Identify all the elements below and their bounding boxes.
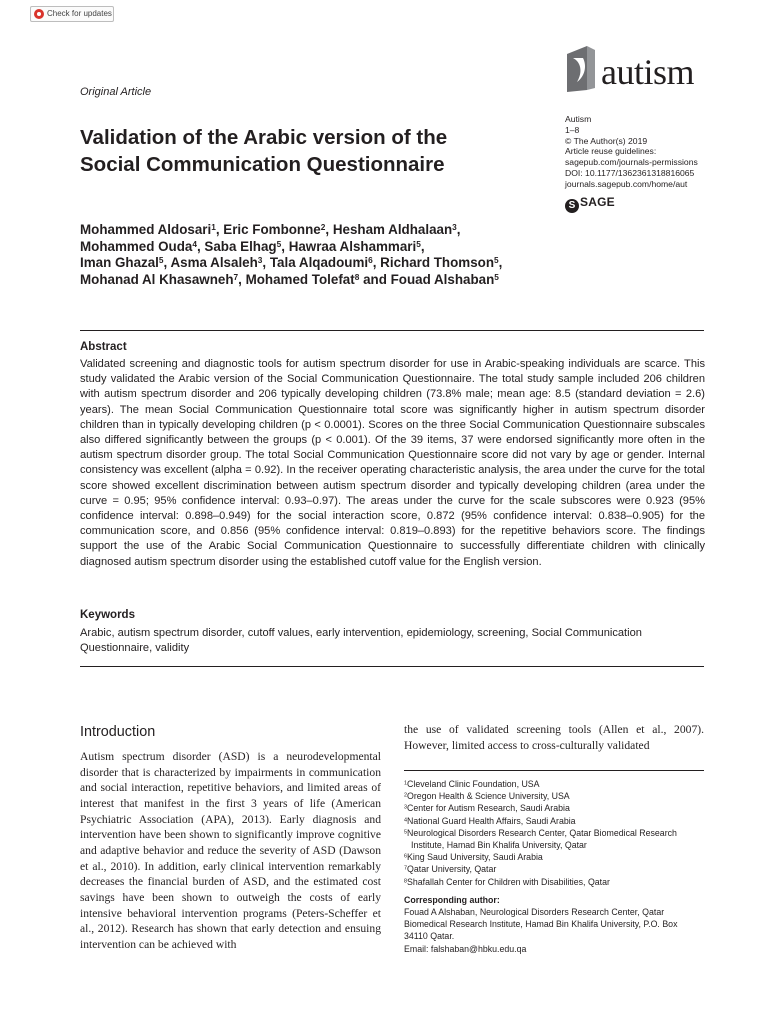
affiliation-item: $^7$Qatar University, Qatar [404, 864, 497, 875]
corresponding-line: Biomedical Research Institute, Hamad Bin Khalifa University, P.O. Box [404, 919, 678, 930]
author-affiliation: 7 [233, 271, 239, 282]
corresponding-line: Fouad A Alshaban, Neurological Disorders Research Center, Qatar [404, 907, 665, 918]
affiliation-item: $^5$Neurological Disorders Research Center, Qatar Biomedical Research [404, 827, 677, 838]
author-name: Mohamed Tolefat [245, 272, 355, 288]
check-updates-label: Check for updates [47, 9, 112, 18]
article-title [80, 124, 550, 178]
author-affiliation: 3 [257, 255, 263, 266]
sage-label: SAGE [580, 195, 615, 209]
journal-logo: autism [601, 52, 694, 92]
permissions-link[interactable]: sagepub.com/journals-permissions [565, 157, 698, 168]
title-line-2: Social Communication Questionnaire [80, 153, 445, 176]
affiliation-item: $^8$Shafallah Center for Children with Disabilities, Qatar [404, 876, 610, 887]
introduction-left-column: Autism spectrum disorder (ASD) is a neurodevelopmental disorder that is characterized by impairments in communication and social interaction, repetitive behaviors, and limited areas of interest that manifest in the first 3 years of life (American Psychiatric Association (APA), 2013). Early diagnosis and intervention have been shown to significantly improve cognitive and adaptive behavior and reduce the severity of ASD (Dawson et al., 2010). In addition, early clinical intervention remarkably decreases the financial burden of ASD, and the estimated cost savings have been shown to outweigh the costs of early intensive behavioral intervention programs (Peters-Scheffer et al., 2012). Research has shown that early detection and ensuing intervention can be achieved with [80, 750, 381, 951]
author-name: Hesham Aldhalaan [332, 222, 453, 237]
affiliation-item: $^3$Center for Autism Research, Saudi Arabia [404, 803, 570, 814]
author-list: Mohammed Aldosari$^1$, Eric Fombonne$^2$, Hesham Aldhalaan$^3$, Mohammed Ouda$^4$, Saba Elhag$^5$, Hawraa Alshammari$^5$, Iman Ghazal$^5$, Asma Alsaleh$^3$, Tala Alqadoumi$^6$, Richard Thomson$^5$, Mohanad Al Khasawneh$^7$, Mohamed Tolefat$^8$ and Fouad Alshaban$^5$ [80, 221, 503, 288]
author-affiliation: 4 [192, 238, 197, 249]
author-name: Tala Alqadoumi [269, 255, 369, 271]
introduction-heading: Introduction [80, 724, 156, 740]
abstract-heading: Abstract [80, 341, 127, 353]
author-affiliation: 6 [368, 255, 373, 266]
journal-home-link[interactable]: journals.sagepub.com/home/aut [565, 178, 688, 189]
author-affiliation: 5 [494, 271, 499, 282]
affiliation-item: $^2$Oregon Health & Science University, USA [404, 791, 570, 802]
author-affiliation: 1 [211, 221, 216, 232]
check-updates-icon [34, 9, 44, 19]
corresponding-email[interactable]: Email: falshaban@hbku.edu.qa [404, 943, 527, 954]
author-name: Mohanad Al Khasawneh [80, 272, 234, 288]
author-name: Mohammed Aldosari [80, 222, 212, 237]
keywords-heading: Keywords [80, 609, 135, 621]
introduction-right-column: the use of validated screening tools (Allen et al., 2007). However, limited access to cross-culturally validated [404, 723, 704, 752]
doi[interactable]: DOI: 10.1177/1362361318816065 [565, 167, 695, 178]
footnote-rule [404, 770, 704, 771]
author-affiliation: 5 [158, 255, 164, 266]
affiliation-item: $^4$National Guard Health Affairs, Saudi Arabia [404, 815, 576, 826]
author-affiliation: 5 [494, 255, 499, 266]
affiliation-item: $^1$Cleveland Clinic Foundation, USA [404, 779, 540, 789]
author-name: Richard Thomson [380, 255, 494, 271]
author-affiliation: 8 [354, 271, 360, 282]
author-affiliation: 2 [320, 221, 326, 232]
author-name: Eric Fombonne [223, 222, 321, 237]
corresponding-line: 34110 Qatar. [404, 931, 455, 942]
author-affiliation: 5 [416, 238, 421, 249]
sage-icon: S [565, 199, 579, 213]
author-name: Saba Elhag [204, 238, 277, 254]
affiliations [404, 778, 704, 955]
title-line-1: Validation of the Arabic version of the [80, 126, 448, 149]
reuse-guidelines-label: Article reuse guidelines: [565, 146, 657, 157]
author-name: Asma Alsaleh [170, 255, 258, 271]
abstract-top-rule [80, 330, 704, 331]
journal-name: Autism [565, 114, 592, 124]
journal-logo-icon [565, 44, 601, 94]
check-for-updates-badge[interactable] [30, 6, 114, 22]
keywords-text: Arabic, autism spectrum disorder, cutoff values, early intervention, epidemiology, screening, Social Communication Questionnaire, validity [80, 627, 642, 655]
article-type: Original Article [80, 86, 152, 98]
author-name: Fouad Alshaban [390, 272, 495, 288]
affiliation-item: $^6$King Saud University, Saudi Arabia [404, 852, 543, 863]
affiliation-item-continued: Institute, Hamad Bin Khalifa University, Qatar [411, 840, 587, 851]
author-name: Hawraa Alshammari [288, 238, 417, 254]
author-affiliation: 5 [276, 238, 282, 249]
page-range: 1–8 [565, 124, 580, 135]
sage-logo [565, 195, 615, 213]
author-name: Mohammed Ouda [80, 238, 193, 254]
copyright: © The Author(s) 2019 [565, 135, 648, 146]
journal-meta [565, 114, 698, 190]
corresponding-author-heading: Corresponding author: [404, 894, 500, 905]
author-affiliation: 3 [452, 221, 457, 232]
keywords-bottom-rule [80, 666, 704, 667]
abstract-text: Validated screening and diagnostic tools for autism spectrum disorder for use in Arabic-speaking individuals are scarce. This study validated the Arabic version of the Social Communication Questionnaire. The total study sample included 206 children with autism spectrum disorder and 206 typically developing children (73.8% male; mean age: 8.5 (standard deviation = 2.6) years). The mean Social Communication Questionnaire total score was significantly higher in autism spectrum disorder children than in typically developing children (p < 0.0001). Scores on the three Social Communication Questionnaire subscales also differed significantly between the groups (p < 0.001). Of the 39 items, 37 were endorsed significantly more often in the autism spectrum disorder group. The total Social Communication Questionnaire score did not vary by age or gender. Internal consistency was excellent (alpha = 0.92). In the receiver operating characteristic analysis, the area under the curve for the total score showed excellent discrimination between autism spectrum disorder and typically developing children (area under the curve = 0.95; 95% confidence interval: 0.93–0.97). The areas under the curve for the scale subscores were 0.923 (95% confidence interval: 0.898–0.949) for the social interaction score, 0.872 (95% confidence interval: 0.838–0.905) for the communication score, and 0.856 (95% confidence interval: 0.819–0.893) for the repetitive behaviors score. The findings support the use of the Arabic Social Communication Questionnaire to successfully differentiate children with clinically diagnosed autism spectrum disorder using the established cutoff value for the English version. [80, 358, 705, 568]
author-name: Iman Ghazal [80, 255, 159, 271]
